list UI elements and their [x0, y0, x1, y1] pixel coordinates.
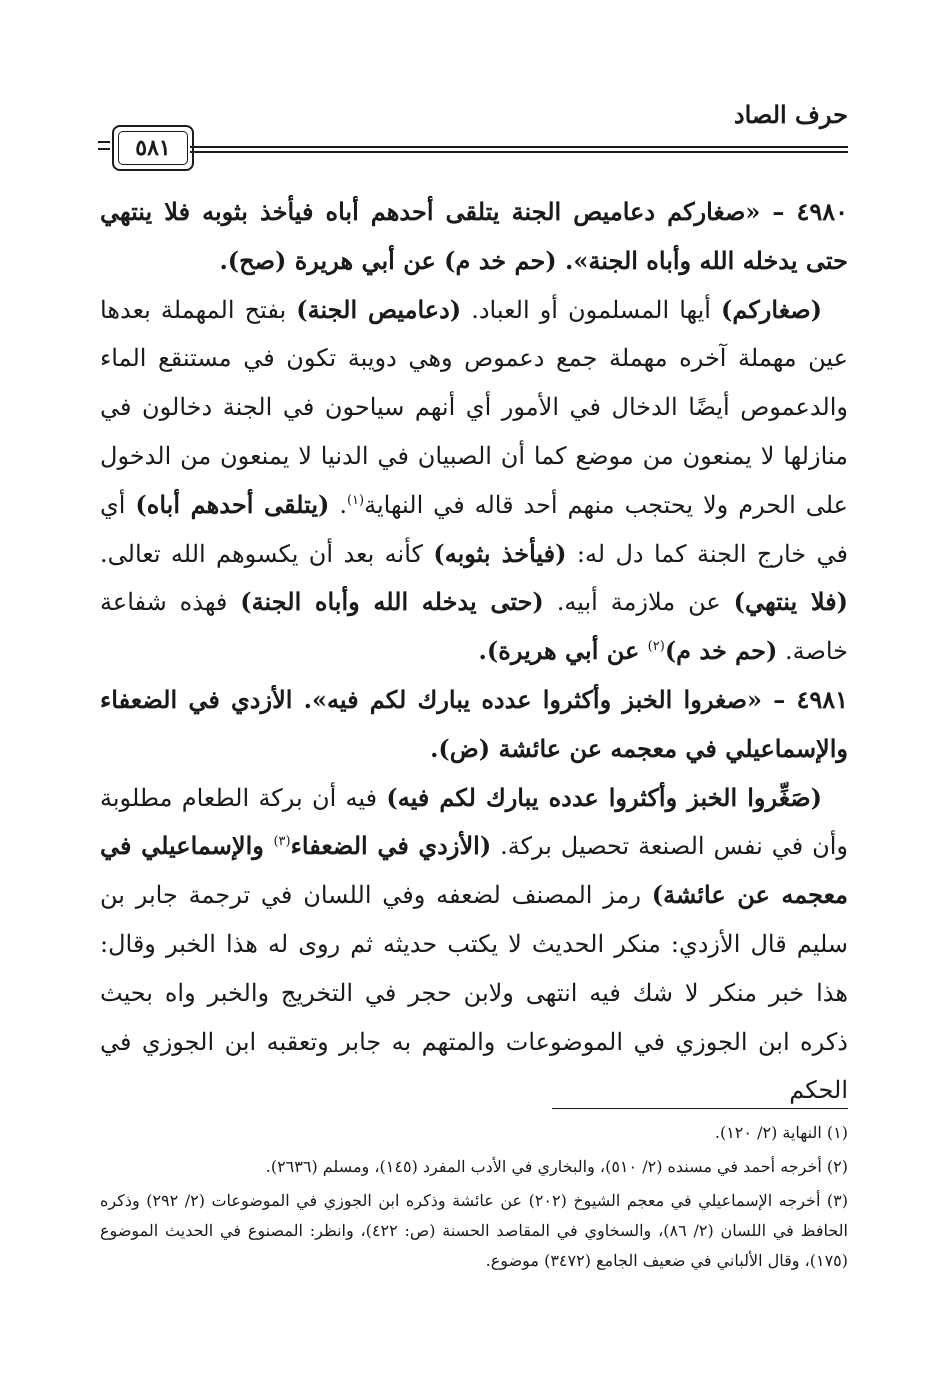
term: (صغاركم)	[721, 294, 823, 324]
commentary-text: كأنه بعد أن يكسوهم الله تعالى.	[100, 539, 434, 568]
term: (يتلقى أحدهم أباه)	[135, 489, 330, 519]
footnotes	[100, 1118, 848, 1276]
footnote-ref-1[interactable]: (١)	[346, 492, 365, 508]
term: (حم خد م)	[664, 636, 778, 666]
main-text	[100, 188, 848, 1115]
commentary-text: رمز المصنف لضعفه وفي اللسان في ترجمة جابر بن سليم قال الأزدي: منكر الحديث لا يكتب حديثه ثم روى له هذا الخبر وقال: هذا خبر منكر لا شك فيه انتهى ولابن حجر في التخريج والخبر واه بحيث ذكره ابن الجوزي في الموضوعات والمتهم به جابر وتعقبه ابن الجوزي في الحكم	[100, 881, 848, 1105]
commentary-4981	[100, 774, 848, 1116]
commentary-4980	[100, 286, 848, 676]
footnote-ref-2[interactable]: (٢)	[647, 639, 665, 655]
header-left-mark	[98, 141, 110, 150]
commentary-text: فيه أن بركة الطعام مطلوبة وأن في نفس الصنعة تحصيل بركة.	[100, 783, 848, 861]
commentary-text: .	[329, 490, 347, 519]
term: (دعاميص الجنة)	[296, 294, 462, 324]
commentary-text: عن ملازمة أبيه.	[543, 588, 734, 617]
footnote-2: (٢) أخرجه أحمد في مسنده (٢/ ٥١٠)، والبخاري في الأدب المفرد (١٤٥)، ومسلم (٢٦٣٦).	[265, 1157, 848, 1176]
footnote-rule	[552, 1108, 848, 1109]
term: (صَغِّروا الخبز وأكثروا عدده يبارك لكم فيه)	[386, 782, 823, 812]
running-title: حرف الصاد	[733, 100, 848, 129]
commentary-text: أي في خارج الجنة كما دل له:	[100, 490, 848, 568]
footnote-ref-3[interactable]: (٣)	[273, 834, 291, 850]
term: (فلا ينتهي)	[733, 587, 849, 617]
hadith-4980: ٤٩٨٠ – «صغاركم دعاميص الجنة يتلقى أحدهم أباه فيأخذ بثوبه فلا ينتهي حتى يدخله الله وأباه الجنة». (حم خد م) عن أبي هريرة (صح).	[100, 197, 848, 275]
commentary-text: أيها المسلمون أو العباد.	[461, 295, 722, 324]
term: عن أبي هريرة).	[478, 636, 648, 666]
term: والإسماعيلي في معجمه عن عائشة)	[100, 831, 848, 910]
term: (حتى يدخله الله وأباه الجنة)	[240, 587, 544, 617]
hadith-4981: ٤٩٨١ – «صغروا الخبز وأكثروا عدده يبارك لكم فيه». الأزدي في الضعفاء والإسماعيلي في معجمه عن عائشة (ض).	[100, 684, 848, 763]
footnote-3: (٣) أخرجه الإسماعيلي في معجم الشيوخ (٢٠٢) عن عائشة وذكره ابن الجوزي في الموضوعات (٢/ ٢٩٢) وذكره الحافظ في اللسان (٢/ ٨٦)، والسخاوي في المقاصد الحسنة (ص: ٤٢٢)، وانظر: المصنوع في الحديث الموضوع (١٧٥)، وقال الألباني في ضعيف الجامع (٣٤٧٢) موضوع.	[100, 1191, 848, 1270]
commentary-text: بفتح المهملة بعدها عين مهملة آخره مهملة جمع دعموص وهي دويبة تكون في مستنقع الماء والدعموص أيضًا الدخال في الأمور أي أنهم سياحون في الجنة دخالون في منازلها لا يمنعون من موضع كما أن الصبيان في الدنيا لا يمنعون من الدخول على الحرم ولا يحتجب منهم أحد قاله في النهاية	[100, 295, 848, 519]
page-number-frame	[112, 125, 194, 171]
term: (فيأخذ بثوبه)	[433, 538, 567, 568]
commentary-text: فهذه شفاعة خاصة.	[100, 588, 848, 666]
page-number: ٥٨١	[118, 131, 188, 165]
header-double-rule	[190, 146, 848, 153]
term: (الأزدي في الضعفاء	[290, 831, 492, 861]
footnote-1: (١) النهاية (٢/ ١٢٠).	[714, 1123, 848, 1142]
